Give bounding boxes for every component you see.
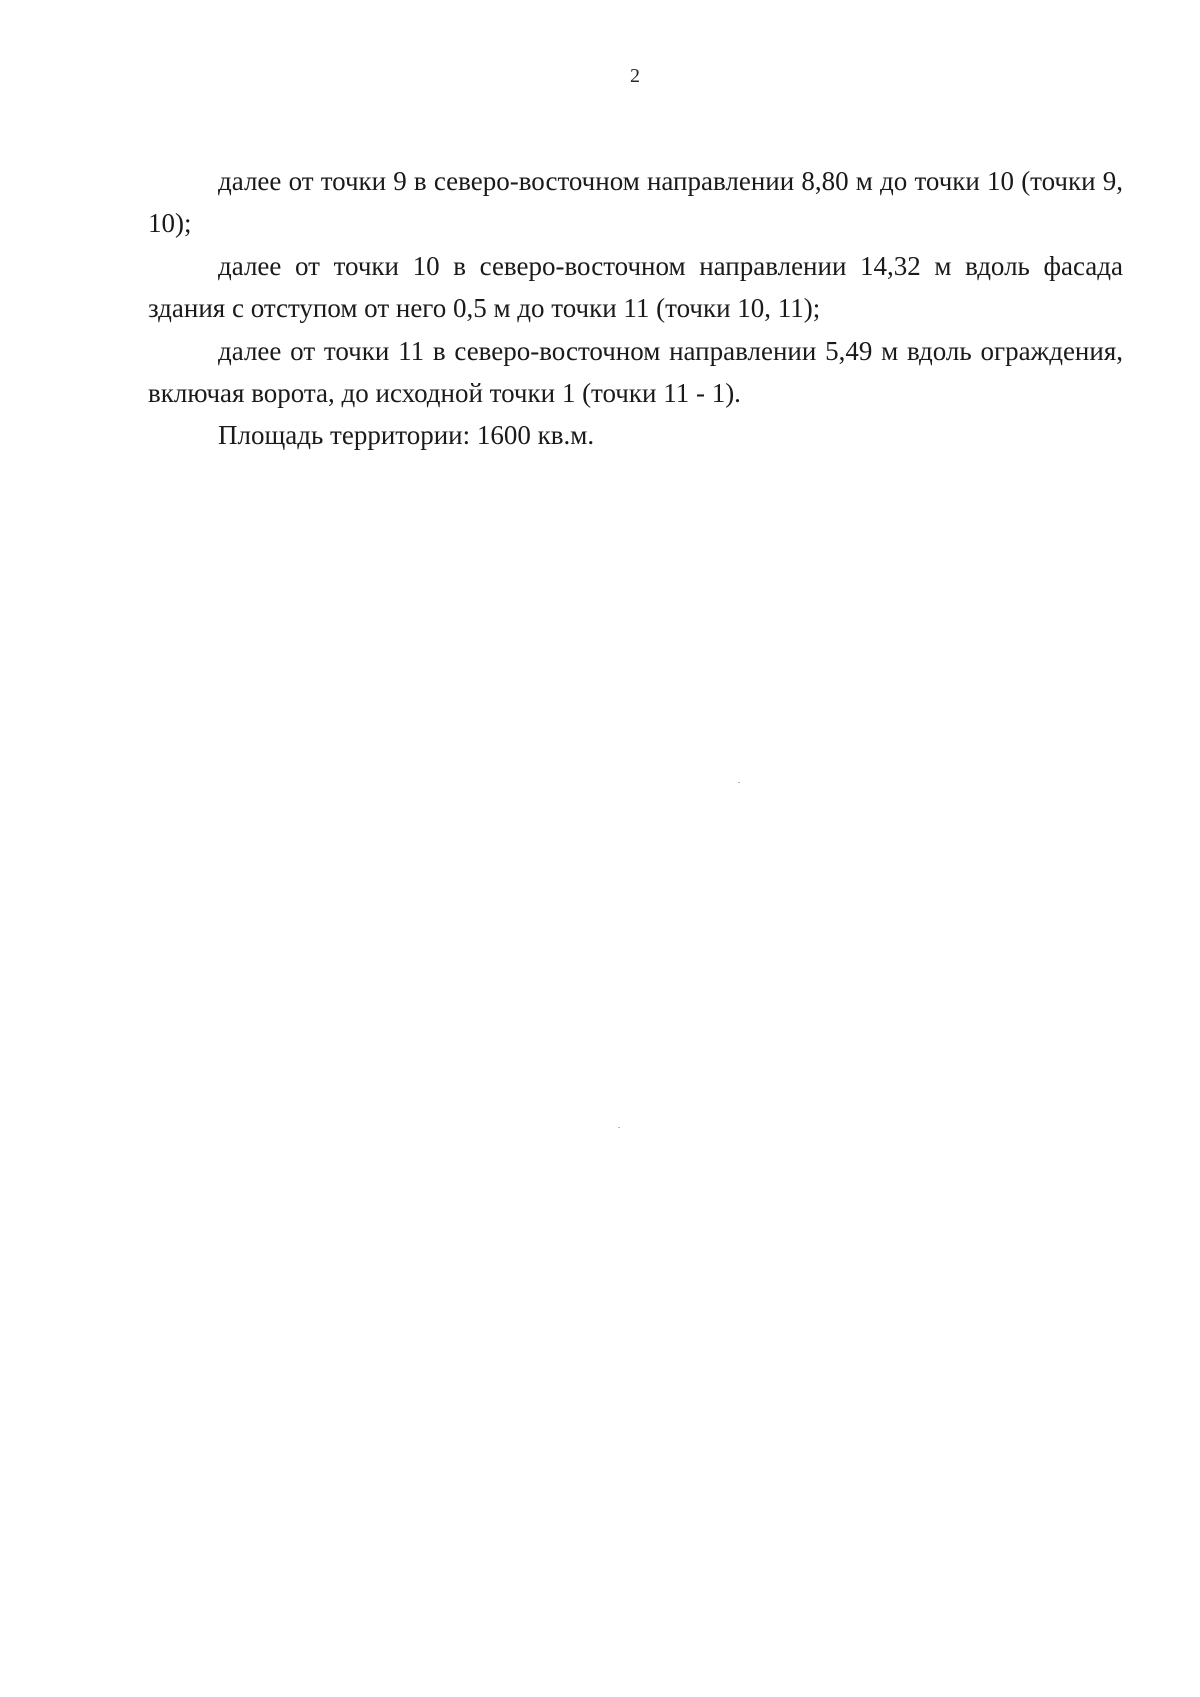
page-number: 2 (630, 65, 640, 87)
paragraph-area: Площадь территории: 1600 кв.м. (218, 420, 595, 451)
paragraph-segment-10-11: далее от точки 10 в северо-восточном направлении 14,32 м вдоль фасада здания с отступом от него 0,5 м до точки 11 (точки 10, 11); (148, 250, 1123, 324)
scan-speck (738, 782, 740, 783)
paragraph-segment-11-1: далее от точки 11 в северо-восточном направлении 5,49 м вдоль ограждения, включая ворота, до исходной точки 1 (точки 11 - 1). (148, 335, 1123, 409)
document-body (148, 160, 1123, 457)
scan-speck (618, 1127, 620, 1128)
paragraph-segment-9-10: далее от точки 9 в северо-восточном направлении 8,80 м до точки 10 (точки 9, 10); (148, 166, 1123, 239)
